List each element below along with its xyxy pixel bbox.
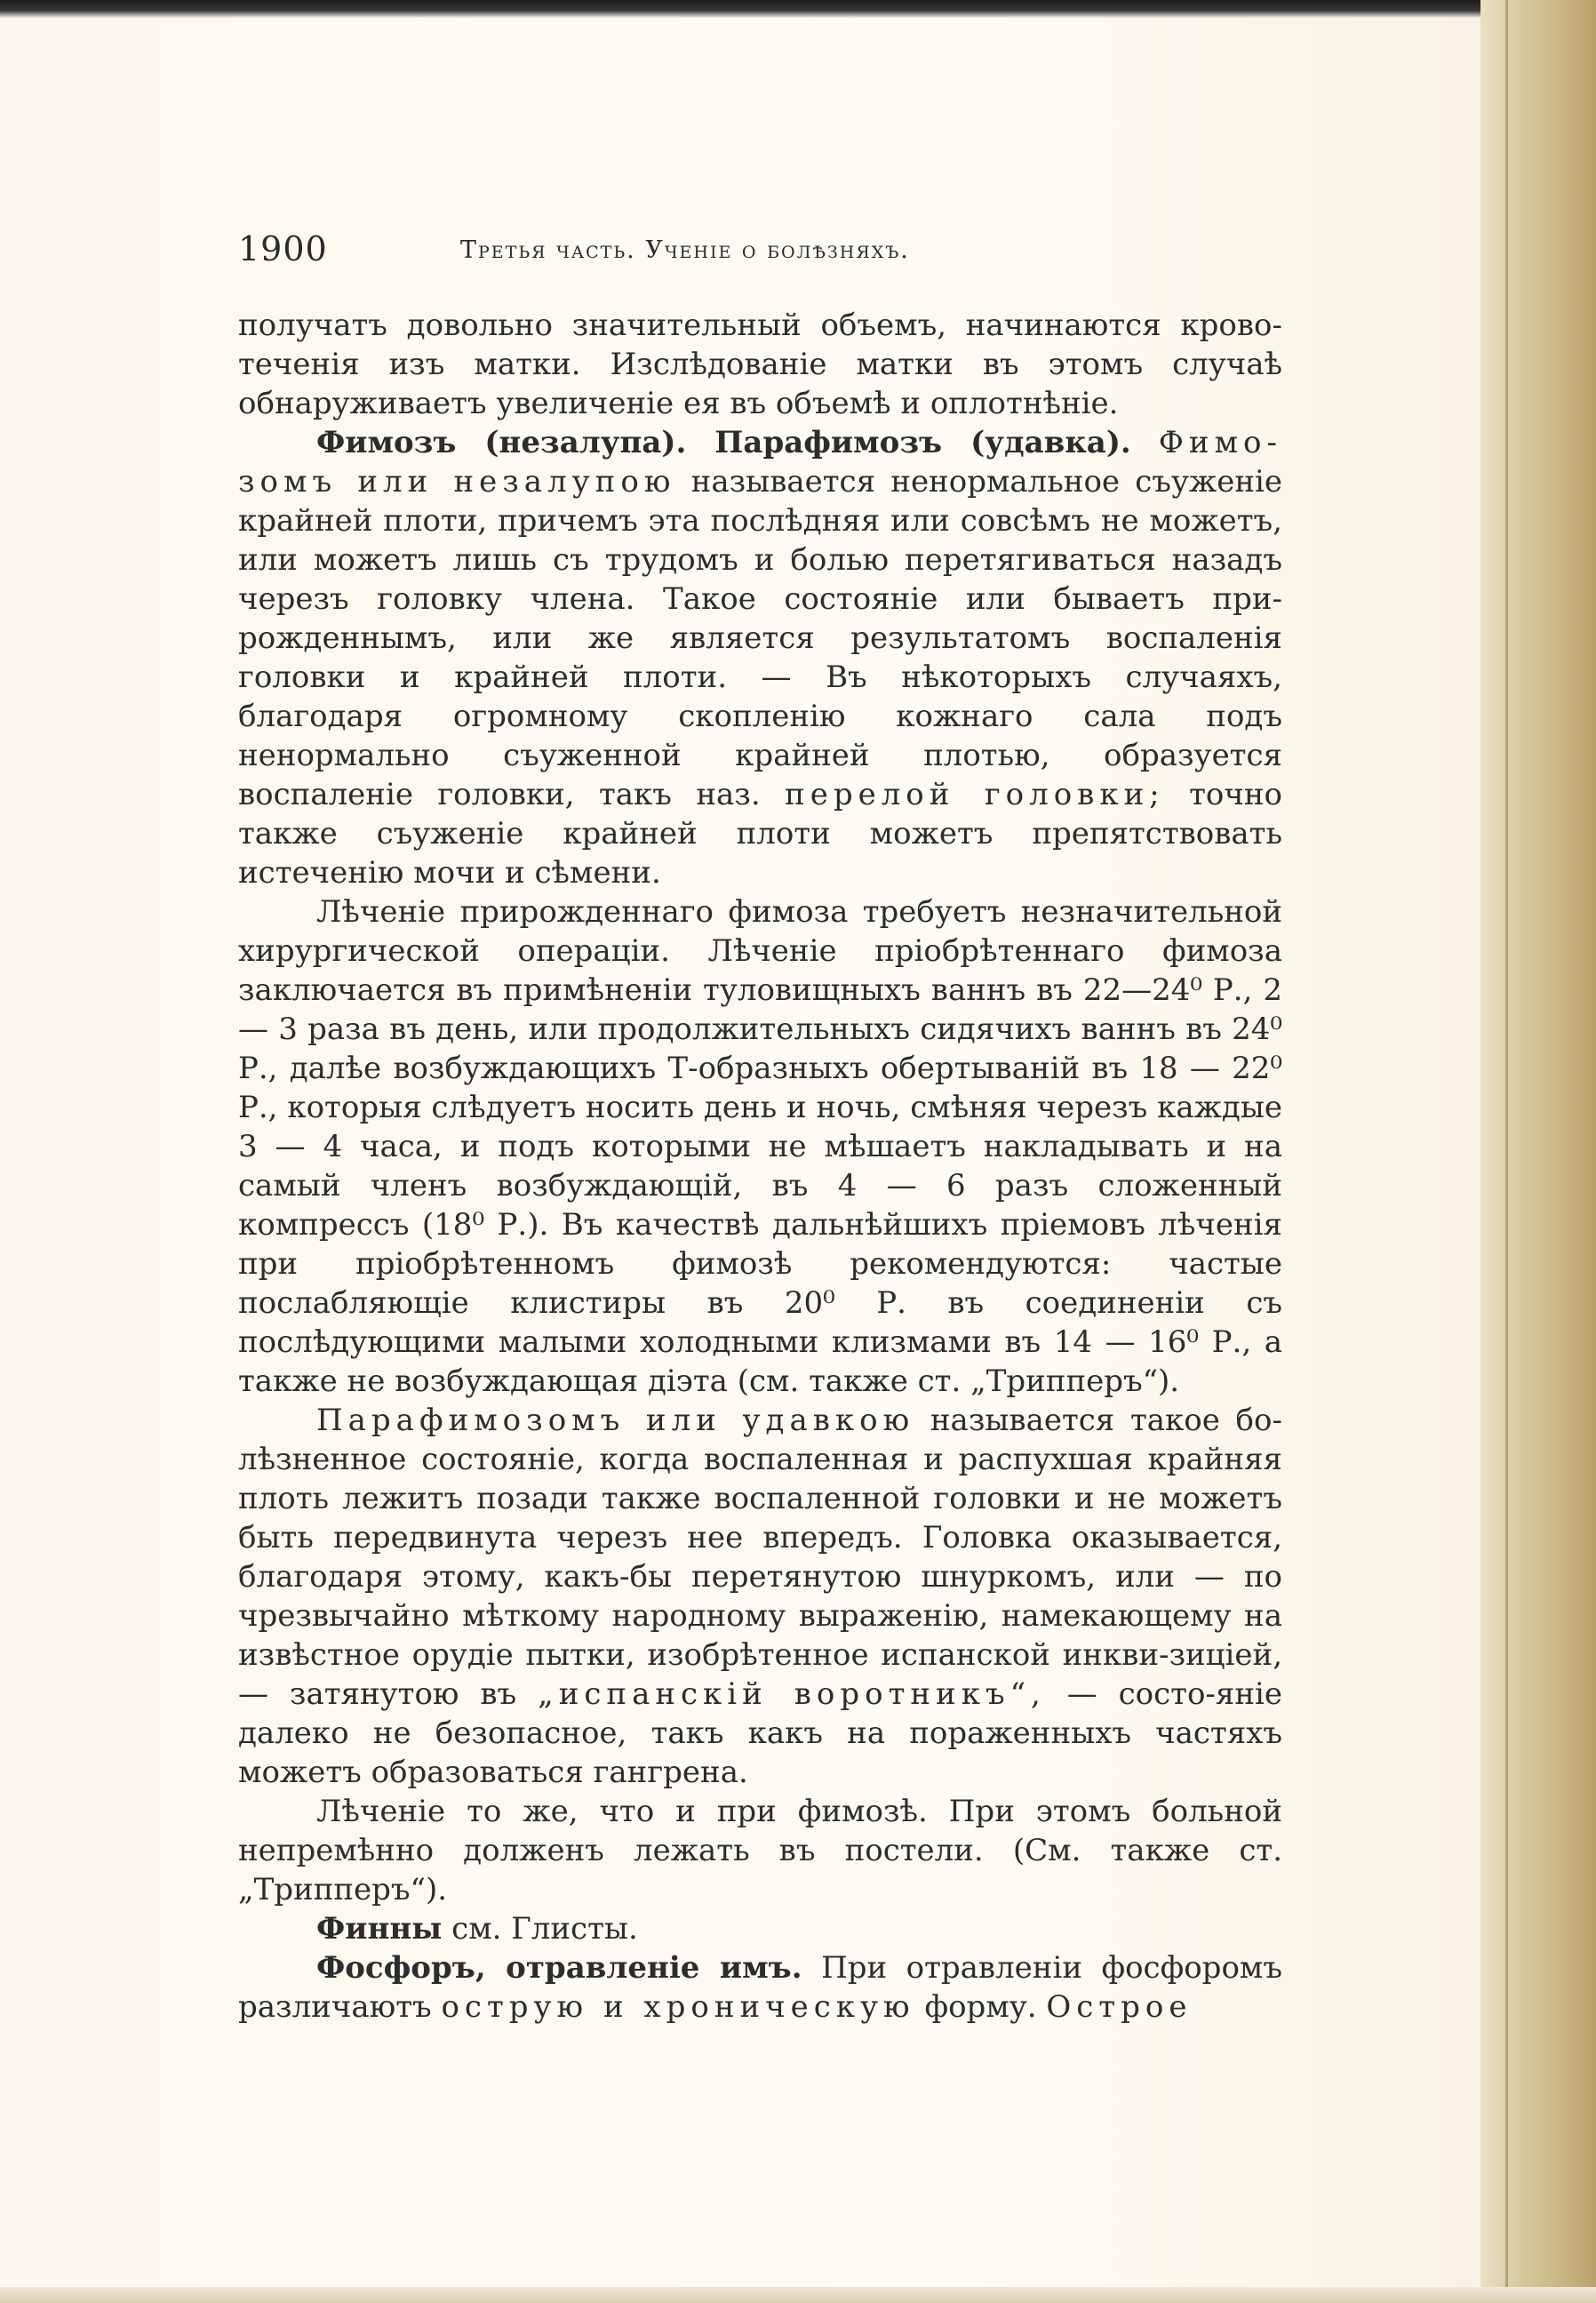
paragraph-text: форму.: [924, 1989, 1037, 2025]
spaced-term: Острое: [1046, 1989, 1193, 2025]
page-number: 1900: [238, 229, 328, 268]
paragraph-treatment: [238, 892, 1282, 1401]
paragraph-text: Лѣченіе то же, что и при фимозѣ. При этомъ больной непремѣнно долженъ лежать въ постели. (См. также ст. „Трипперъ“).: [238, 1794, 1282, 1907]
paragraph-text: При отравленіи фосфоромъ различаютъ: [238, 1950, 1282, 2025]
paragraph-text: называется ненормальное съуженіе крайней плоти, причемъ эта послѣдняя или совсѣмъ не можетъ, или можетъ лишь съ трудомъ и болью перетягиваться назадъ черезъ головку члена. Такое состояніе или бываетъ при-рожденнымъ, или же является результатомъ воспаленія головки и крайней плоти. — Въ нѣкоторыхъ случаяхъ, благодаря огромному скопленію кожнаго сала подъ ненормально съуженной крайней плотью, образуется воспаленіе головки, такъ наз.: [238, 464, 1283, 812]
paragraph-phimosis: [238, 423, 1282, 892]
paragraph-text: Лѣченіе прирожденнаго фимоза требуетъ незначительной хирургической операціи. Лѣченіе пріобрѣтеннаго фимоза заключается въ примѣненіи туловищныхъ ваннъ въ 22—24⁰ Р., 2 — 3 раза въ день, или продолжительныхъ сидячихъ ваннъ въ 24⁰ Р., далѣе возбуждающихъ Т-образныхъ обертываній въ 18 — 22⁰ Р., которыя слѣдуетъ носить день и ночь, смѣняя черезъ каждые 3 — 4 часа, и подъ которыми не мѣшаетъ накладывать и на самый членъ возбуждающій, въ 4 — 6 разъ сложенный компрессъ (18⁰ Р.). Въ качествѣ дальнѣйшихъ пріемовъ лѣченія при пріобрѣтенномъ фимозѣ рекомендуются: частые послабляющіе клистиры въ 20⁰ Р. въ соединеніи съ послѣдующими малыми холодными клизмами въ 14 — 16⁰ Р., а также не возбуждающая діэта (см. также ст. „Трипперъ“).: [238, 894, 1282, 1399]
body-text: [238, 306, 1282, 2027]
entry-heading: Финны: [316, 1911, 443, 1947]
page-right-margin: [1480, 0, 1596, 2303]
spaced-term: острую и хроническую: [441, 1989, 915, 2025]
paragraph-text: точно также съуженіе крайней плоти можетъ препятствовать истеченію мочи и сѣмени.: [238, 777, 1282, 891]
paragraph-text: называется такое бо-лѣзненное состояніе, когда воспаленная и распухшая крайняя плоть лежитъ позади также воспаленной головки и не можетъ быть передвинута черезъ нее впередъ. Головка оказывается, благодаря этому, какъ-бы перетянутою шнуркомъ, или — по чрезвычайно мѣткому народному выраженію, намекающему на извѣстное орудіе пытки, изобрѣтенное испанской инкви-зиціей, — затянутою въ: [238, 1403, 1282, 1712]
scan-bottom-edge: [0, 2287, 1596, 2303]
paragraph-text: получатъ довольно значительный объемъ, начинаются крово-теченія изъ матки. Изслѣдованіе матки въ этомъ случаѣ обнаруживаетъ увеличеніе ея въ объемѣ и оплотнѣніе.: [238, 308, 1282, 421]
running-head: Третья часть. Ученіе о болѣзняхъ.: [460, 236, 910, 264]
entry-heading: Фимозъ (незалупа). Парафимозъ (удавка).: [316, 425, 1131, 460]
spaced-term: перелой головки;: [785, 777, 1165, 812]
page-header: [238, 229, 1287, 283]
entry-heading: Фосфоръ, отравленіе имъ.: [316, 1950, 802, 1986]
paragraph-finny: [238, 1909, 1282, 1948]
spaced-term: „испанскій воротникъ“,: [538, 1676, 1046, 1712]
paragraph-paraphimosis-treatment: [238, 1792, 1282, 1909]
paragraph-text: — состо-яніе далеко не безопасное, такъ какъ на пораженныхъ частяхъ можетъ образоваться гангрена.: [238, 1676, 1283, 1790]
paragraph-paraphimosis: [238, 1401, 1282, 1792]
paragraph-text: см. Глисты.: [451, 1911, 638, 1947]
page-crease: [1505, 0, 1508, 2303]
paragraph-continuation: [238, 306, 1282, 423]
scan-top-edge: [0, 0, 1596, 18]
spaced-term: Фимо-зомъ или незалупою: [238, 425, 1282, 500]
paragraph-phosphorus: [238, 1948, 1282, 2027]
spaced-term: Парафимозомъ или удавкою: [316, 1403, 915, 1438]
